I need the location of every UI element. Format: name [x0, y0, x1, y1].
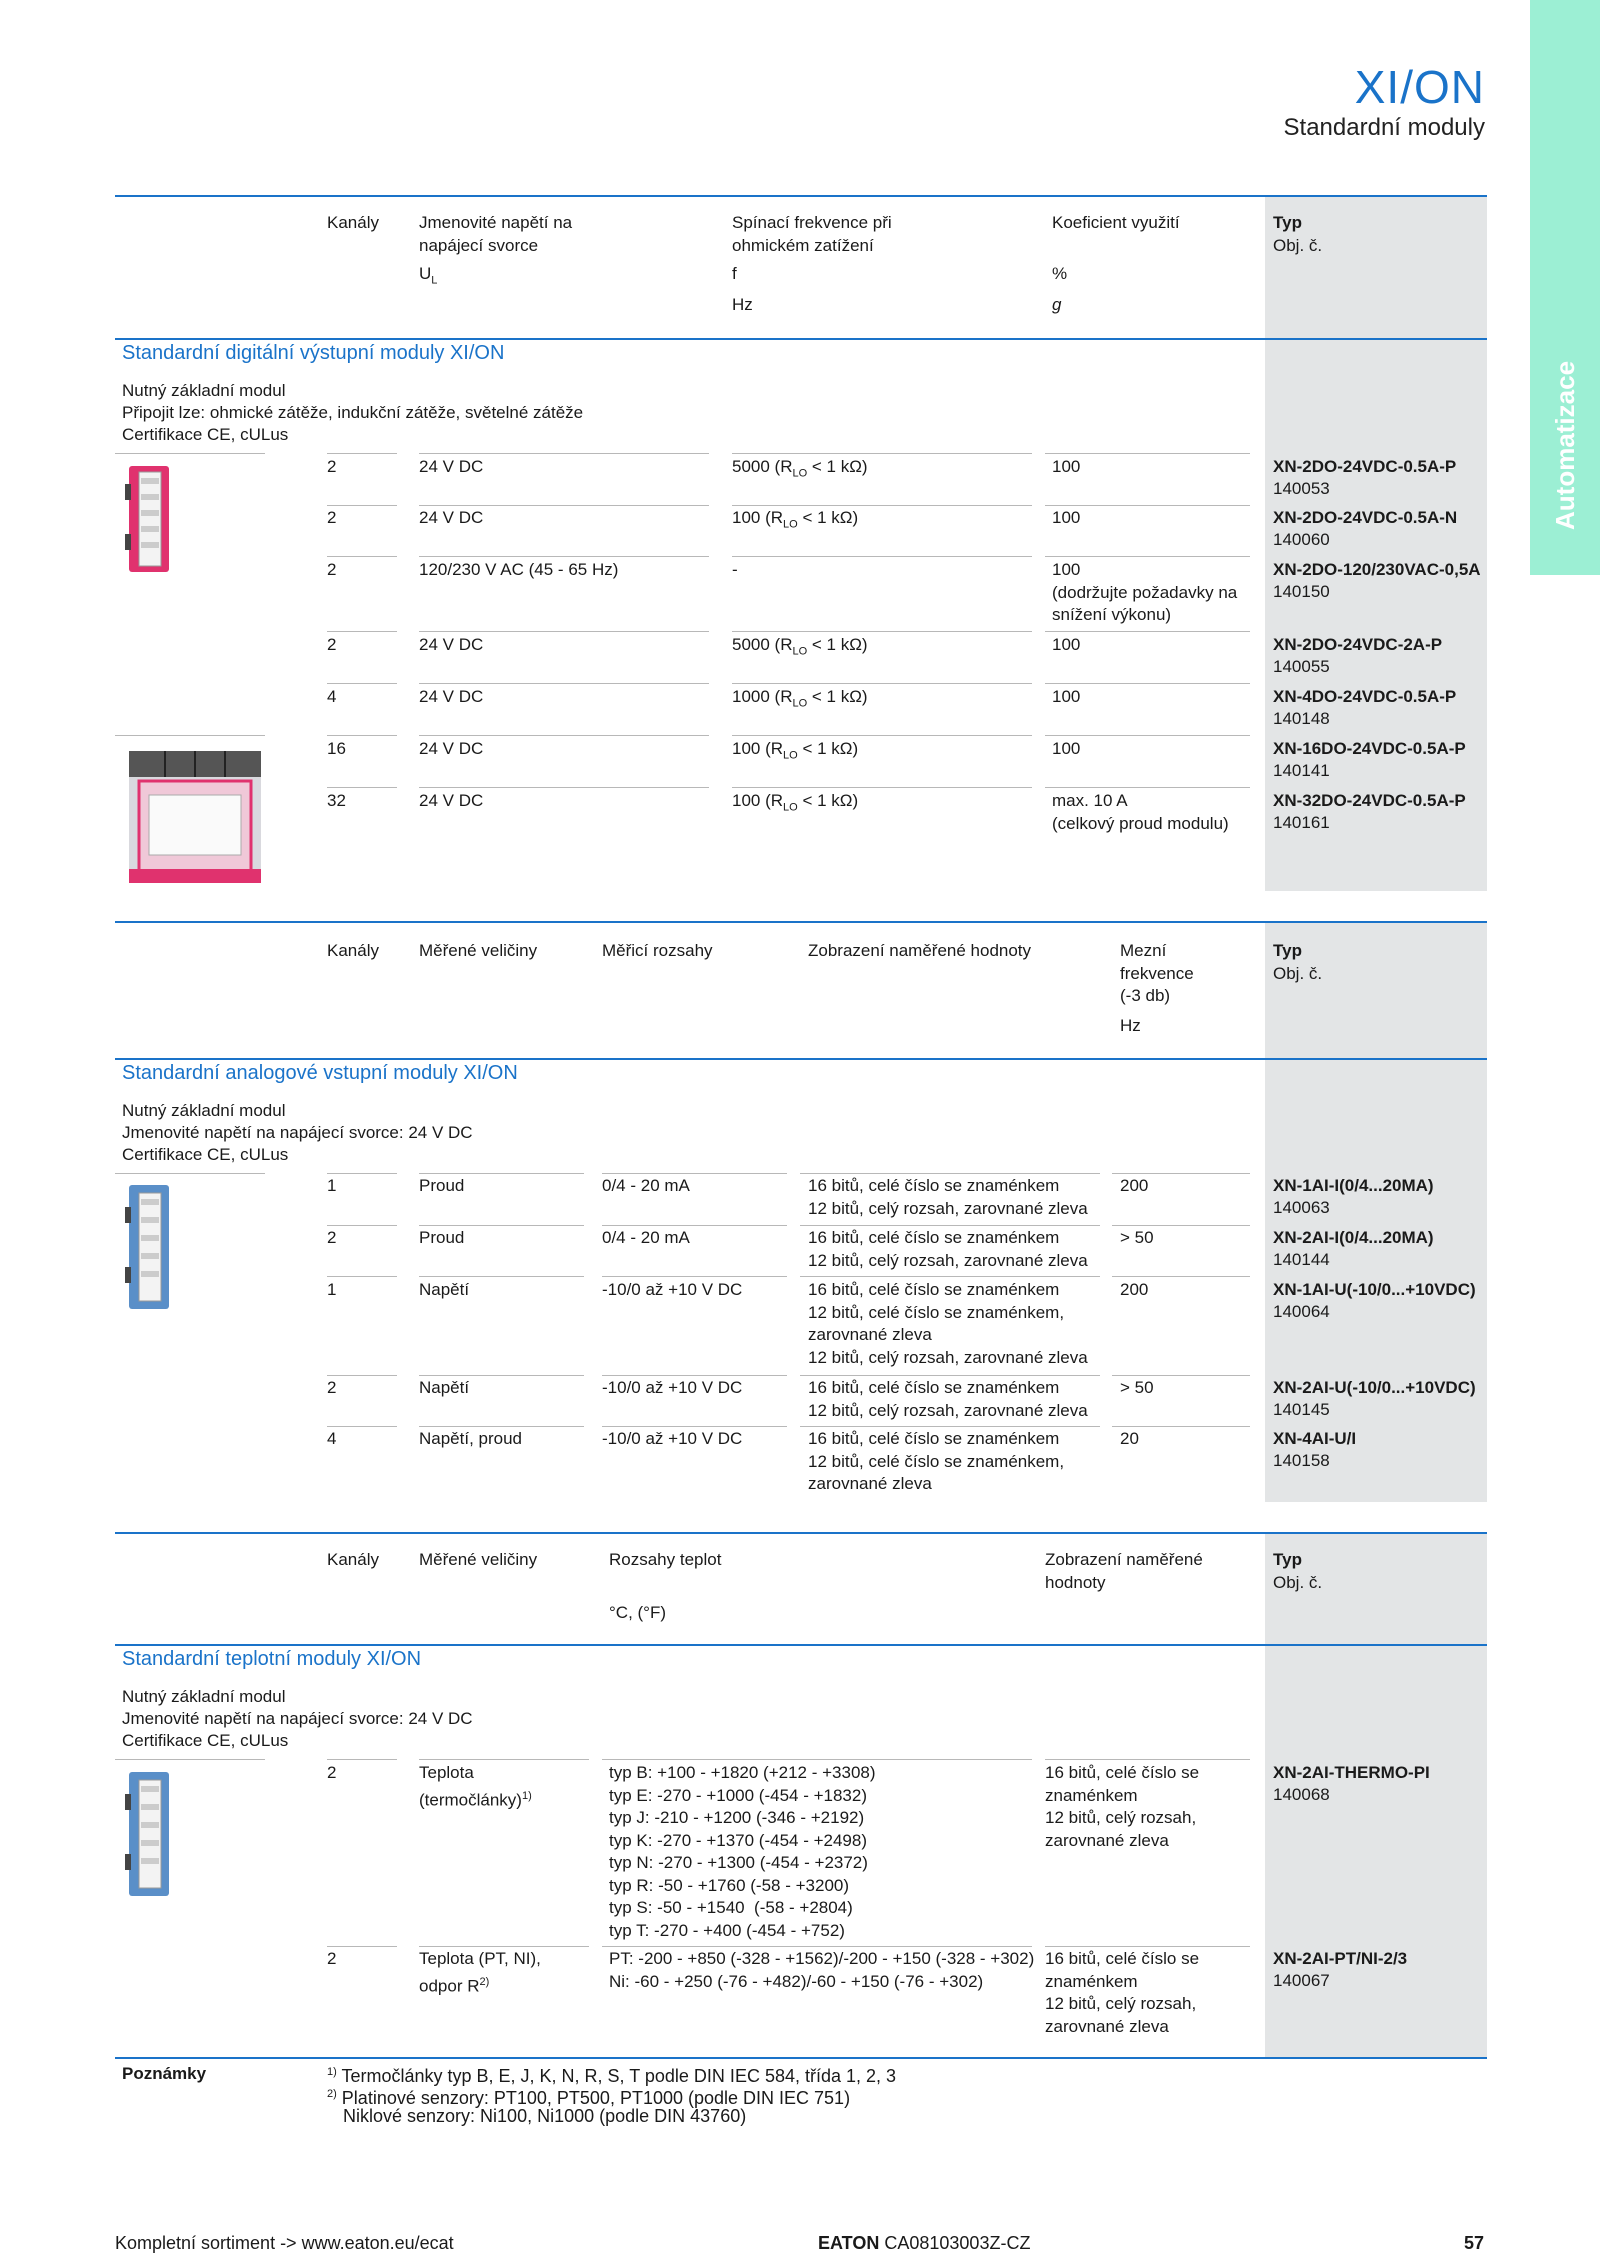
- header-display: Zobrazení naměřené hodnoty: [1045, 1550, 1203, 1592]
- footer-doc: EATON CA08103003Z-CZ: [818, 2233, 1031, 2253]
- row-divider: [419, 453, 709, 454]
- temp-note-1: Nutný základní modul: [122, 1687, 286, 1706]
- table-cell-type: XN-4AI-U/I: [1273, 1429, 1357, 1448]
- header-limit-unit: Hz: [1120, 1016, 1141, 1035]
- table-cell-order: 140055: [1273, 657, 1330, 676]
- table-cell-range: -10/0 až +10 V DC: [602, 1429, 743, 1448]
- row-divider: [419, 1225, 584, 1226]
- section-top-rule: [115, 921, 1487, 923]
- table-cell-frequency: 100 ($R_{LO} < 1$ kΩ): [732, 739, 859, 762]
- row-divider: [115, 1759, 265, 1760]
- row-divider: [732, 505, 1032, 506]
- product-image-temp: [125, 1770, 175, 1898]
- row-divider: [327, 505, 397, 506]
- row-divider: [1045, 1759, 1250, 1760]
- table-cell-display: 16 bitů, celé číslo se znaménkem 12 bitů, celý rozsah, zarovnané zleva: [808, 1378, 1088, 1420]
- row-divider: [327, 1173, 397, 1174]
- header-voltage-unit: $U_L$: [419, 264, 438, 287]
- header-display: Zobrazení naměřené hodnoty: [808, 941, 1032, 960]
- row-divider: [419, 787, 709, 788]
- table-cell-limit: > 50: [1120, 1228, 1154, 1247]
- header-order: Obj. č.: [1273, 1573, 1323, 1592]
- row-divider: [327, 1426, 397, 1427]
- table-cell-type: XN-2AI-U(-10/0...+10VDC): [1273, 1378, 1476, 1397]
- table-cell-channels: 2: [327, 1378, 337, 1397]
- table-cell-frequency: 100 ($R_{LO} < 1$ kΩ): [732, 791, 859, 814]
- row-divider: [602, 1225, 787, 1226]
- table-cell-type: XN-32DO-24VDC-0.5A-P: [1273, 791, 1466, 810]
- row-divider: [800, 1426, 1100, 1427]
- row-divider: [602, 1173, 787, 1174]
- table-cell-order: 140144: [1273, 1250, 1330, 1269]
- side-tab: [1530, 0, 1600, 575]
- row-divider: [732, 631, 1032, 632]
- table-cell-order: 140053: [1273, 479, 1330, 498]
- footnote-2: $^{2)}$ Platinové senzory: PT100, PT500, PT1000 (podle DIN IEC 751): [327, 2088, 851, 2108]
- table-cell-type: XN-2DO-24VDC-0.5A-P: [1273, 457, 1457, 476]
- table-cell-range: -10/0 až +10 V DC: [602, 1378, 743, 1397]
- row-divider: [602, 1946, 1032, 1947]
- table-cell-type: XN-1AI-U(-10/0...+10VDC): [1273, 1280, 1476, 1299]
- row-divider: [732, 787, 1032, 788]
- footer-brand: EATON: [818, 2233, 880, 2253]
- product-image-digital-large: [125, 745, 265, 887]
- table-cell-voltage: 24 V DC: [419, 687, 484, 706]
- table-cell-quantity: Napětí: [419, 1378, 470, 1397]
- table-cell-quantity: Napětí: [419, 1280, 470, 1299]
- table-cell-voltage: 24 V DC: [419, 457, 484, 476]
- row-divider: [1045, 1946, 1250, 1947]
- table-cell-limit: 200: [1120, 1176, 1149, 1195]
- table-cell-coefficient: 100: [1052, 457, 1081, 476]
- table-cell-quantity: Teplota (termočlánky)$^{1)}$: [419, 1763, 532, 1810]
- side-tab-label: Automatizace: [1550, 360, 1580, 530]
- page-number: 57: [1464, 2233, 1485, 2253]
- notes-label: Poznámky: [122, 2064, 207, 2083]
- product-image-digital-small: [125, 464, 175, 574]
- header-frequency: Spínací frekvence při ohmickém zatížení: [732, 213, 892, 255]
- table-cell-channels: 2: [327, 635, 337, 654]
- row-divider: [1045, 453, 1250, 454]
- section-title-temp: Standardní teplotní moduly XI/ON: [122, 1648, 422, 1670]
- table-cell-channels: 4: [327, 1429, 337, 1448]
- header-frequency-unit1: f: [732, 264, 737, 283]
- table-cell-coefficient: 100: [1052, 687, 1081, 706]
- brand-title: XI/ON: [1354, 61, 1485, 113]
- row-divider: [732, 556, 1032, 557]
- table-cell-range: typ B: +100 - +1820 (+212 - +3308) typ E: -270 - +1000 (-454 - +1832) typ J: -210 - +1200 (-346 - +2192) typ K: -270 - +1370 (-454 - +2498) typ N: -270 - +1300 (-454 - +2372) typ R: -50 - +1760 (-58 - +3200) typ S: -50 - +1540 (-58 - +2804) typ T: -270 - +400 (-454 - +752): [609, 1763, 876, 1940]
- table-cell-type: XN-2DO-24VDC-2A-P: [1273, 635, 1443, 654]
- row-divider: [419, 1375, 584, 1376]
- table-cell-frequency: 100 ($R_{LO} < 1$ kΩ): [732, 508, 859, 531]
- row-divider: [327, 453, 397, 454]
- row-divider: [327, 1276, 397, 1277]
- row-divider: [419, 735, 709, 736]
- table-cell-display: 16 bitů, celé číslo se znaménkem 12 bitů, celý rozsah, zarovnané zleva: [1045, 1949, 1200, 2036]
- row-divider: [327, 556, 397, 557]
- row-divider: [1112, 1375, 1250, 1376]
- table-cell-limit: 200: [1120, 1280, 1149, 1299]
- row-divider: [419, 631, 709, 632]
- header-order: Obj. č.: [1273, 964, 1323, 983]
- header-channels: Kanály: [327, 1550, 379, 1569]
- table-cell-order: 140161: [1273, 813, 1330, 832]
- header-coefficient: Koeficient využití: [1052, 213, 1180, 232]
- page-subtitle: Standardní moduly: [1283, 114, 1485, 141]
- header-channels: Kanály: [327, 941, 379, 960]
- table-cell-type: XN-16DO-24VDC-0.5A-P: [1273, 739, 1466, 758]
- digital-note-3: Certifikace CE, cULus: [122, 425, 289, 444]
- table-cell-type: XN-2AI-THERMO-PI: [1273, 1763, 1430, 1782]
- row-divider: [327, 683, 397, 684]
- row-divider: [327, 1946, 397, 1947]
- row-divider: [327, 1225, 397, 1226]
- table-cell-channels: 2: [327, 457, 337, 476]
- table-cell-range: 0/4 - 20 mA: [602, 1228, 690, 1247]
- temp-note-3: Certifikace CE, cULus: [122, 1731, 289, 1750]
- table-cell-order: 140148: [1273, 709, 1330, 728]
- table-cell-channels: 2: [327, 1228, 337, 1247]
- footnote-3: Niklové senzory: Ni100, Ni1000 (podle DIN 43760): [343, 2106, 747, 2126]
- table-cell-coefficient: 100: [1052, 508, 1081, 527]
- table-cell-channels: 2: [327, 508, 337, 527]
- row-divider: [602, 1759, 1032, 1760]
- table-cell-voltage: 24 V DC: [419, 635, 484, 654]
- row-divider: [419, 505, 709, 506]
- row-divider: [1045, 505, 1250, 506]
- section-title-analog: Standardní analogové vstupní moduly XI/ON: [122, 1062, 518, 1084]
- header-range: Měřicí rozsahy: [602, 941, 713, 960]
- table-cell-voltage: 24 V DC: [419, 791, 484, 810]
- row-divider: [327, 1375, 397, 1376]
- product-image-analog: [125, 1183, 175, 1311]
- table-cell-display: 16 bitů, celé číslo se znaménkem 12 bitů, celé číslo se znaménkem, zarovnané zleva 12 bitů, celý rozsah, zarovnané zleva: [808, 1280, 1088, 1367]
- row-divider: [419, 1426, 584, 1427]
- table-cell-quantity: Napětí, proud: [419, 1429, 523, 1448]
- table-cell-order: 140150: [1273, 582, 1330, 601]
- table-cell-frequency: 1000 ($R_{LO} < 1$ kΩ): [732, 687, 868, 710]
- table-cell-range: 0/4 - 20 mA: [602, 1176, 690, 1195]
- section-rule-digital: [115, 338, 1487, 340]
- table-cell-order: 140158: [1273, 1451, 1330, 1470]
- table-cell-quantity: Proud: [419, 1176, 465, 1195]
- table-cell-display: 16 bitů, celé číslo se znaménkem 12 bitů, celé číslo se znaménkem, zarovnané zleva: [808, 1429, 1065, 1493]
- table-cell-display: 16 bitů, celé číslo se znaménkem 12 bitů, celý rozsah, zarovnané zleva: [1045, 1763, 1200, 1850]
- row-divider: [419, 683, 709, 684]
- table-cell-coefficient: 100: [1052, 635, 1081, 654]
- section-rule-temp: [115, 1644, 1487, 1646]
- row-divider: [800, 1276, 1100, 1277]
- table-cell-order: 140145: [1273, 1400, 1330, 1419]
- table-cell-type: XN-2AI-PT/NI-2/3: [1273, 1949, 1408, 1968]
- header-order: Obj. č.: [1273, 236, 1323, 255]
- row-divider: [115, 1173, 265, 1174]
- row-divider: [419, 1759, 589, 1760]
- row-divider: [602, 1426, 787, 1427]
- table-cell-quantity: Proud: [419, 1228, 465, 1247]
- analog-note-1: Nutný základní modul: [122, 1101, 286, 1120]
- digital-note-1: Nutný základní modul: [122, 381, 286, 400]
- table-cell-channels: 1: [327, 1280, 337, 1299]
- digital-note-2: Připojit lze: ohmické zátěže, indukční zátěže, světelné zátěže: [122, 403, 584, 422]
- row-divider: [1045, 787, 1250, 788]
- table-cell-range: -10/0 až +10 V DC: [602, 1280, 743, 1299]
- table-cell-voltage: 24 V DC: [419, 739, 484, 758]
- section-top-rule: [115, 1532, 1487, 1534]
- table-cell-order: 140063: [1273, 1198, 1330, 1217]
- row-divider: [800, 1375, 1100, 1376]
- table-cell-display: 16 bitů, celé číslo se znaménkem 12 bitů, celý rozsah, zarovnané zleva: [808, 1176, 1088, 1218]
- table-cell-type: XN-4DO-24VDC-0.5A-P: [1273, 687, 1457, 706]
- row-divider: [327, 735, 397, 736]
- header-quantity: Měřené veličiny: [419, 941, 538, 960]
- table-cell-quantity: Teplota (PT, NI), odpor $R^{2)}$: [419, 1949, 541, 1996]
- row-divider: [800, 1173, 1100, 1174]
- row-divider: [1112, 1173, 1250, 1174]
- table-cell-channels: 2: [327, 1949, 337, 1968]
- section-rule-analog: [115, 1058, 1487, 1060]
- table-cell-coefficient: max. 10 A (celkový proud modulu): [1052, 791, 1229, 833]
- row-divider: [327, 1759, 397, 1760]
- footnote-1: $^{1)}$ Termočlánky typ B, E, J, K, N, R, S, T podle DIN IEC 584, třída 1, 2, 3: [327, 2066, 897, 2086]
- table-cell-channels: 32: [327, 791, 346, 810]
- row-divider: [800, 1225, 1100, 1226]
- table-cell-order: 140064: [1273, 1302, 1330, 1321]
- header-frequency-unit2: Hz: [732, 295, 753, 314]
- row-divider: [115, 735, 265, 736]
- table-cell-coefficient: 100 (dodržujte požadavky na snížení výkonu): [1052, 560, 1238, 624]
- table-cell-voltage: 120/230 V AC (45 - 65 Hz): [419, 560, 619, 579]
- analog-note-3: Certifikace CE, cULus: [122, 1145, 289, 1164]
- header-limit-frequency: Mezní frekvence (-3 db): [1120, 941, 1194, 1005]
- table-cell-order: 140068: [1273, 1785, 1330, 1804]
- table-cell-channels: 2: [327, 560, 337, 579]
- table-cell-channels: 1: [327, 1176, 337, 1195]
- table-cell-limit: > 50: [1120, 1378, 1154, 1397]
- analog-note-2: Jmenovité napětí na napájecí svorce: 24 V DC: [122, 1123, 473, 1142]
- header-type: Typ: [1273, 941, 1302, 960]
- table-cell-type: XN-2DO-120/230VAC-0,5A: [1273, 560, 1481, 579]
- section-top-rule: [115, 195, 1487, 197]
- table-cell-type: XN-2AI-I(0/4...20MA): [1273, 1228, 1434, 1247]
- table-cell-channels: 2: [327, 1763, 337, 1782]
- row-divider: [419, 1173, 584, 1174]
- table-cell-range: PT: -200 - +850 (-328 - +1562)/-200 - +150 (-328 - +302) Ni: -60 - +250 (-76 - +482)/-60 - +150 (-76 - +302): [609, 1949, 1035, 1991]
- header-range: Rozsahy teplot: [609, 1550, 722, 1569]
- row-divider: [732, 453, 1032, 454]
- table-cell-channels: 4: [327, 687, 337, 706]
- row-divider: [419, 1276, 584, 1277]
- header-quantity: Měřené veličiny: [419, 1550, 538, 1569]
- row-divider: [602, 1276, 787, 1277]
- row-divider: [327, 787, 397, 788]
- header-coefficient-unit2: g: [1052, 295, 1062, 314]
- header-type: Typ: [1273, 213, 1302, 232]
- temp-note-2: Jmenovité napětí na napájecí svorce: 24 V DC: [122, 1709, 473, 1728]
- row-divider: [1045, 735, 1250, 736]
- row-divider: [732, 735, 1032, 736]
- table-cell-type: XN-1AI-I(0/4...20MA): [1273, 1176, 1434, 1195]
- footer-link[interactable]: Kompletní sortiment -> www.eaton.eu/ecat: [115, 2233, 454, 2253]
- table-cell-frequency: 5000 ($R_{LO} < 1$ kΩ): [732, 635, 868, 658]
- row-divider: [732, 683, 1032, 684]
- table-cell-order: 140141: [1273, 761, 1330, 780]
- table-cell-voltage: 24 V DC: [419, 508, 484, 527]
- header-range-unit: °C, (°F): [609, 1603, 667, 1622]
- header-type: Typ: [1273, 1550, 1302, 1569]
- notes-rule: [115, 2057, 1487, 2059]
- row-divider: [1045, 683, 1250, 684]
- header-voltage: Jmenovité napětí na napájecí svorce: [419, 213, 573, 255]
- section-title-digital: Standardní digitální výstupní moduly XI/ON: [122, 342, 505, 364]
- table-cell-display: 16 bitů, celé číslo se znaménkem 12 bitů, celý rozsah, zarovnané zleva: [808, 1228, 1088, 1270]
- header-channels: Kanály: [327, 213, 379, 232]
- table-cell-order: 140067: [1273, 1971, 1330, 1990]
- row-divider: [1045, 631, 1250, 632]
- row-divider: [1045, 556, 1250, 557]
- row-divider: [1112, 1426, 1250, 1427]
- row-divider: [419, 1946, 589, 1947]
- header-coefficient-unit1: %: [1052, 264, 1068, 283]
- table-cell-order: 140060: [1273, 530, 1330, 549]
- row-divider: [115, 453, 265, 454]
- row-divider: [419, 556, 709, 557]
- row-divider: [1112, 1276, 1250, 1277]
- row-divider: [602, 1375, 787, 1376]
- table-cell-type: XN-2DO-24VDC-0.5A-N: [1273, 508, 1458, 527]
- row-divider: [1112, 1225, 1250, 1226]
- table-cell-coefficient: 100: [1052, 739, 1081, 758]
- table-cell-frequency: -: [732, 560, 738, 579]
- table-cell-channels: 16: [327, 739, 346, 758]
- table-cell-limit: 20: [1120, 1429, 1139, 1448]
- table-cell-frequency: 5000 ($R_{LO} < 1$ kΩ): [732, 457, 868, 480]
- row-divider: [327, 631, 397, 632]
